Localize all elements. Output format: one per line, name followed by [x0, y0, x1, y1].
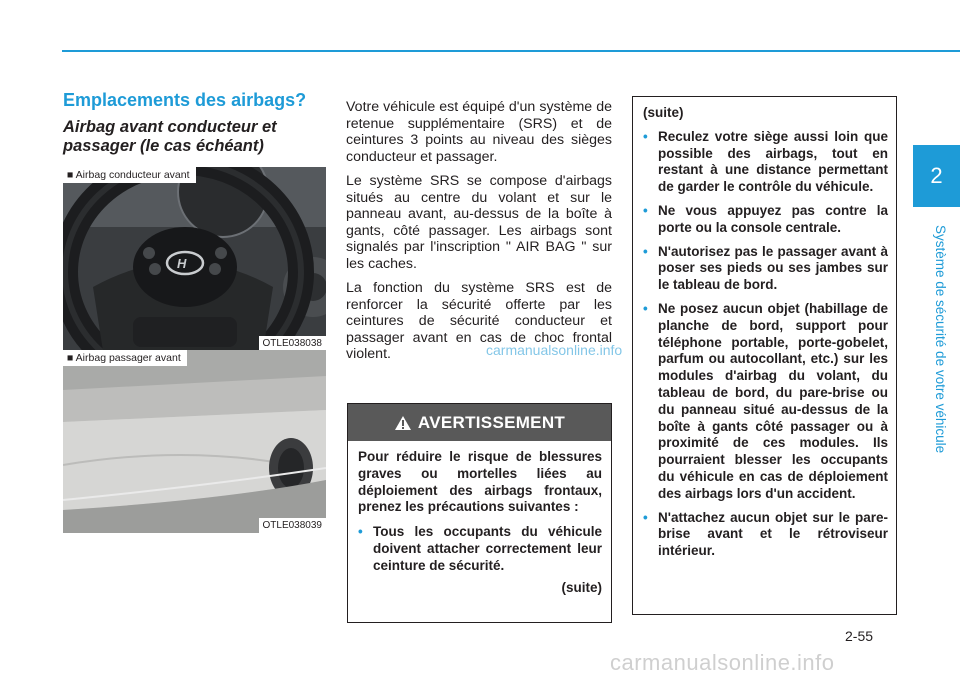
continuation-item: • Ne vous appuyez pas contre la porte ou la console centrale. [643, 203, 888, 237]
warning-header [348, 404, 611, 441]
continuation-label: (suite) [643, 105, 684, 120]
body-paragraph: Votre véhicule est équipé d'un système de retenue supplémentaire (SRS) et de ceintures 3 points au niveau des sièges conducteur et passager. [346, 99, 612, 165]
continuation-item: • Reculez votre siège aussi loin que possible des airbags, tout en restant à une distance permettant de garder le contrôle du véhicule. [643, 129, 888, 196]
chapter-number: 2 [930, 163, 943, 188]
continuation-item: • Ne posez aucun objet (habillage de planche de bord, support pour téléphone portable, porte-gobelet, parfum ou autocollant, etc.) sur les modules d'airbag du volant, du tableau de bord, du pare-brise ou du panneau situé au-dessus de la boîte à gants côté passager ou à proximité de ces modules. Ils pourraient blesser les occupants du véhicule en cas de déploiement des airbags lors d'un accident. [643, 301, 888, 503]
figure-caption: ■ Airbag passager avant [63, 350, 187, 366]
warning-box [347, 403, 612, 623]
figure-caption: ■ Airbag conducteur avant [63, 167, 196, 183]
driver-airbag-photo [63, 167, 326, 351]
figure-code: OTLE038038 [259, 336, 327, 351]
header-rule [62, 50, 960, 52]
warning-continuation-box [632, 96, 897, 615]
dashboard-image [63, 350, 326, 533]
passenger-airbag-photo [63, 350, 326, 533]
continuation-item: • N'attachez aucun objet sur le pare-brise avant et le rétroviseur intérieur. [643, 510, 888, 560]
continued-label: (suite) [561, 579, 602, 595]
steering-wheel-image [63, 167, 326, 351]
body-text [346, 99, 612, 371]
warning-title: AVERTISSEMENT [417, 412, 566, 432]
warning-intro: Pour réduire le risque de blessures graves ou mortelles liées au déploiement des airbags frontaux, prenez les précautions suivantes : [358, 449, 602, 515]
section-subtitle: Airbag avant conducteur et passager (le cas échéant) [63, 118, 277, 155]
body-paragraph: Le système SRS se compose d'airbags situés au centre du volant et sur le panneau avant, au-dessus de la boîte à gants, côté passager. Les airbags sont signalés par l'inscription " AIR BAG " sur les caches. [346, 173, 612, 272]
warning-item: • Tous les occupants du véhicule doivent attacher correctement leur ceinture de sécurité. [358, 524, 602, 574]
figure-code: OTLE038039 [259, 518, 327, 533]
continuation-body [633, 97, 896, 560]
section-title: Emplacements des airbags? [63, 90, 307, 110]
chapter-title: Système de sécurité de votre véhicule [933, 225, 948, 454]
continuation-item: • N'autorisez pas le passager avant à poser ses pieds ou ses jambes sur le tableau de bord. [643, 244, 888, 294]
svg-text:H: H [177, 256, 187, 271]
chapter-number-tab[interactable] [913, 145, 960, 207]
warning-icon [394, 415, 412, 431]
continuation-list [643, 129, 888, 560]
warning-list [358, 524, 602, 574]
body-paragraph: La fonction du système SRS est de renforcer la sécurité offerte par les ceintures de sécurité conducteur et passager avant en cas de choc frontal violent. [346, 280, 612, 362]
warning-body [348, 441, 611, 596]
page-number: 2-55 [845, 628, 874, 644]
watermark: carmanualsonline.info [486, 342, 623, 358]
footer-watermark[interactable]: carmanualsonline.info [610, 650, 835, 675]
